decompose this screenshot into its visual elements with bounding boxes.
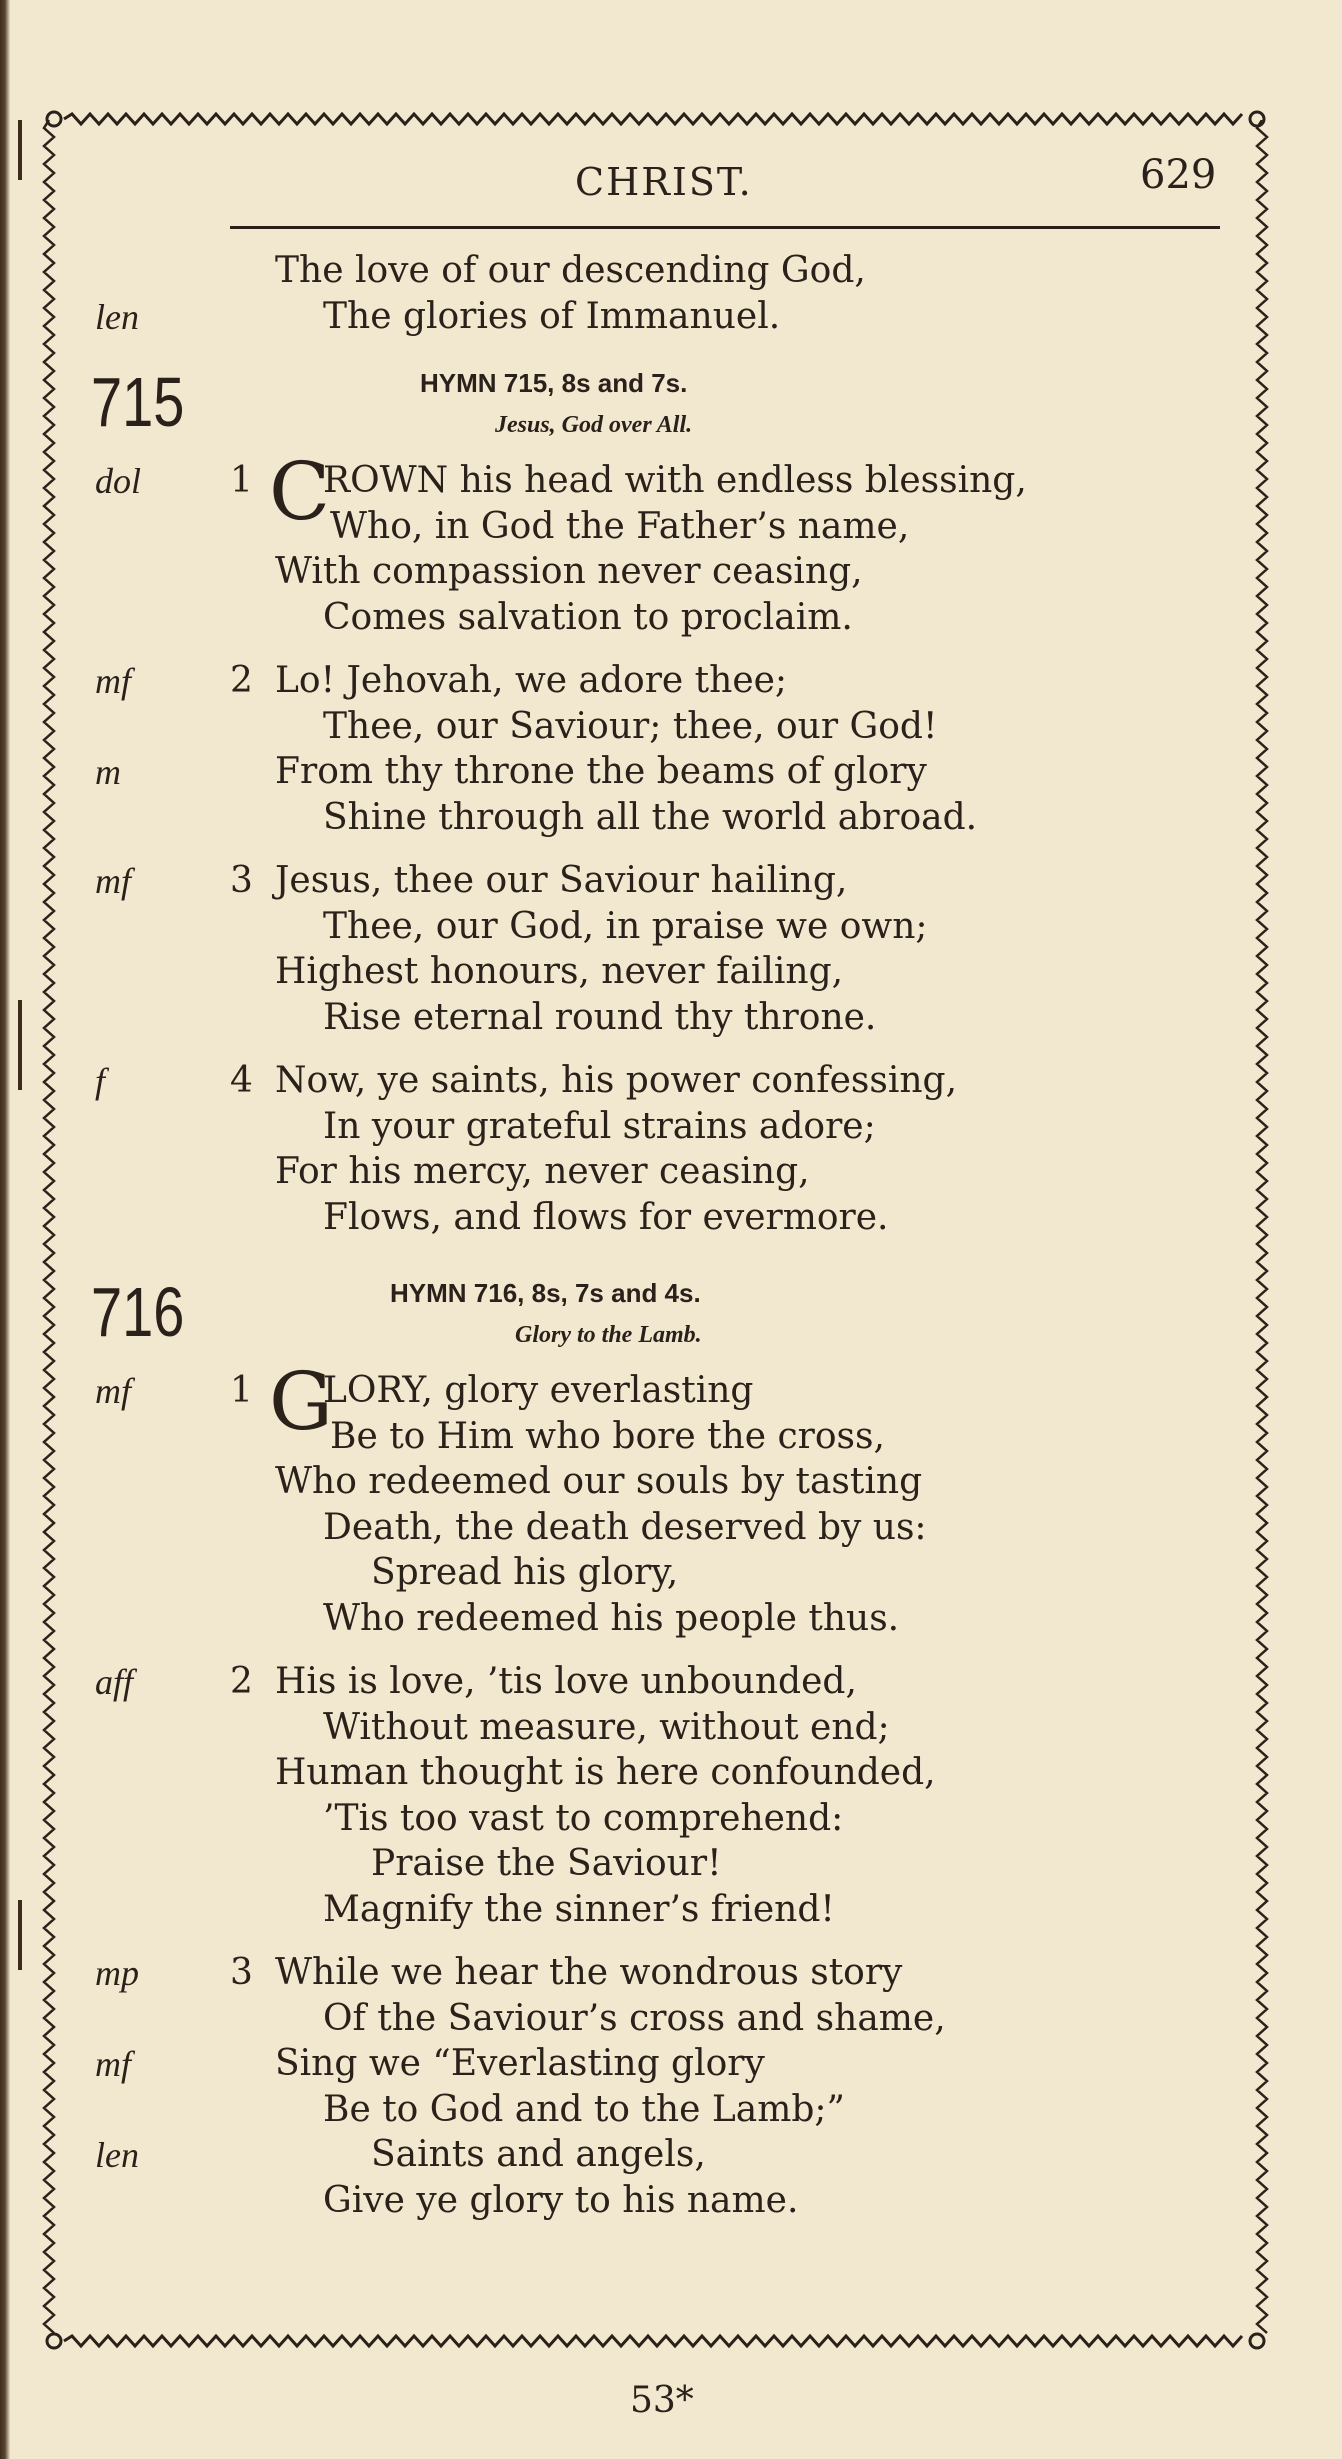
stanza-number: 3 xyxy=(230,860,253,901)
verse-line: In your grateful strains adore; xyxy=(323,1105,876,1147)
hymn-title: HYMN 716, 8s, 7s and 4s. xyxy=(390,1278,701,1308)
stanza-number: 2 xyxy=(230,660,253,701)
verse-line: Shine through all the world abroad. xyxy=(323,796,978,838)
spine-mark xyxy=(18,120,22,180)
verse-line: LORY, glory everlasting xyxy=(323,1370,754,1411)
drop-cap: G xyxy=(269,1355,333,1448)
dynamic-mark: mf xyxy=(95,1371,131,1411)
verse-line: Comes salvation to proclaim. xyxy=(323,596,853,638)
dynamic-mark: m xyxy=(95,752,121,792)
dynamic-mark: mf xyxy=(95,2044,131,2084)
verse-line: Without measure, without end; xyxy=(323,1706,890,1748)
hymn-number: 715 xyxy=(91,363,185,441)
stanza-number: 2 xyxy=(230,1661,253,1702)
verse-line: Who redeemed our souls by tasting xyxy=(275,1461,923,1502)
verse-line: Highest honours, never failing, xyxy=(275,951,844,992)
hymn-meter-subtitle: Jesus, God over All. xyxy=(495,412,693,438)
verse-line: While we hear the wondrous story xyxy=(275,1952,903,1993)
verse-line: Saints and angels, xyxy=(371,2134,706,2175)
verse-line: Now, ye saints, his power confessing, xyxy=(275,1060,958,1101)
verse-line: ROWN his head with endless blessing, xyxy=(323,460,1027,501)
verse-line: Give ye glory to his name. xyxy=(323,2179,799,2221)
dynamic-mark: mp xyxy=(95,1953,139,1993)
border-bottom xyxy=(42,2332,1269,2350)
spine-mark xyxy=(18,1000,22,1090)
verse-line: Death, the death deserved by us: xyxy=(323,1506,927,1548)
verse-line: Lo! Jehovah, we adore thee; xyxy=(275,660,788,701)
dynamic-mark: len xyxy=(95,296,139,337)
verse-line: ’Tis too vast to comprehend: xyxy=(323,1797,844,1839)
spine-mark xyxy=(18,1900,22,1970)
verse-line: Thee, our God, in praise we own; xyxy=(323,905,928,947)
verse-line: Praise the Saviour! xyxy=(371,1843,722,1884)
verse-line: Of the Saviour’s cross and shame, xyxy=(323,1997,946,2039)
verse-line: Be to Him who bore the cross, xyxy=(330,1415,885,1457)
drop-cap: C xyxy=(269,445,331,538)
stanza-number: 1 xyxy=(230,460,253,501)
signature-mark: 53* xyxy=(630,2380,694,2421)
border-top xyxy=(42,110,1269,128)
verse-line: Flows, and flows for evermore. xyxy=(323,1196,889,1238)
running-header: CHRIST. xyxy=(575,160,753,204)
page-number: 629 xyxy=(1140,152,1217,198)
dynamic-mark: f xyxy=(95,1061,106,1101)
verse-line: The love of our descending God, xyxy=(275,250,866,291)
dynamic-mark: aff xyxy=(95,1662,134,1702)
book-spine-edge xyxy=(0,0,10,2459)
verse-line: Who, in God the Father’s name, xyxy=(330,505,910,547)
stanza-number: 4 xyxy=(230,1060,253,1101)
verse-line: The glories of Immanuel. xyxy=(323,295,781,337)
verse-line: Who redeemed his people thus. xyxy=(323,1597,900,1639)
verse-line: Spread his glory, xyxy=(371,1552,679,1593)
stanza-number: 3 xyxy=(230,1952,253,1993)
verse-line: Jesus, thee our Saviour hailing, xyxy=(275,860,848,901)
verse-line: Human thought is here confounded, xyxy=(275,1752,936,1793)
verse-line: For his mercy, never ceasing, xyxy=(275,1151,810,1192)
verse-line: Thee, our Saviour; thee, our God! xyxy=(323,705,938,747)
hymn-meter-subtitle: Glory to the Lamb. xyxy=(515,1322,702,1348)
dynamic-mark: mf xyxy=(95,861,131,901)
verse-line: Rise eternal round thy throne. xyxy=(323,996,877,1038)
verse-line: Magnify the sinner’s friend! xyxy=(323,1888,835,1930)
dynamic-mark: dol xyxy=(95,461,142,501)
verse-line: His is love, ’tis love unbounded, xyxy=(275,1661,857,1702)
verse-line: With compassion never ceasing, xyxy=(275,551,863,592)
verse-line: Be to God and to the Lamb;” xyxy=(323,2088,845,2130)
dynamic-mark: mf xyxy=(95,661,131,701)
hymn-title: HYMN 715, 8s and 7s. xyxy=(420,368,688,398)
stanza-number: 1 xyxy=(230,1370,253,1411)
verse-line: Sing we “Everlasting glory xyxy=(275,2043,765,2084)
border-right xyxy=(1255,120,1269,2340)
header-rule xyxy=(230,226,1220,229)
border-left xyxy=(42,120,56,2340)
verse-line: From thy throne the beams of glory xyxy=(275,751,927,792)
dynamic-mark: len xyxy=(95,2135,139,2175)
hymn-number: 716 xyxy=(91,1273,185,1351)
